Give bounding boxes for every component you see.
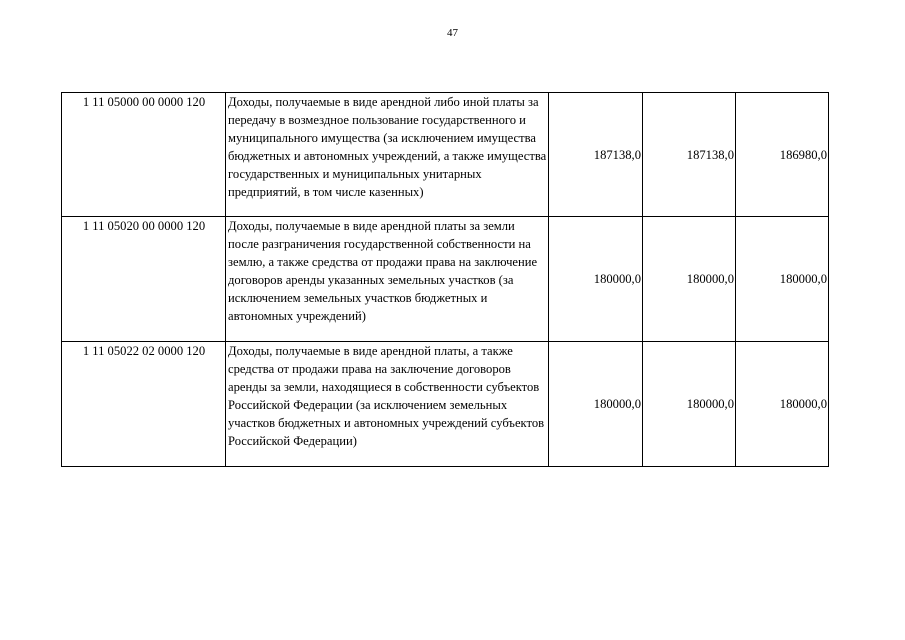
amount-year-2-cell: 180000,0 [643,217,736,342]
revenue-name-cell: Доходы, получаемые в виде арендной платы, а также средства от продажи права на заключение договоров аренды за земли, находящиеся в собственности субъектов Российской Федерации (за исключением земельных участков бюджетных и автономных учреждений субъектов Российской Федерации) [226,342,549,467]
amount-year-3-cell: 180000,0 [736,217,829,342]
budget-code-cell: 1 11 05020 00 0000 120 [62,217,226,342]
amount-year-2-cell: 187138,0 [643,93,736,217]
table-row [62,93,829,217]
amount-year-1-cell: 180000,0 [549,217,643,342]
amount-year-3-cell: 180000,0 [736,342,829,467]
budget-code-cell: 1 11 05022 02 0000 120 [62,342,226,467]
revenue-name-cell: Доходы, получаемые в виде арендной платы за земли после разграничения государственной собственности на землю, а также средства от продажи права на заключение договоров аренды указанных земельных участков (за исключением земельных участков бюджетных и автономных учреждений) [226,217,549,342]
table-row [62,217,829,342]
budget-code-cell: 1 11 05000 00 0000 120 [62,93,226,217]
amount-year-3-cell: 186980,0 [736,93,829,217]
amount-year-1-cell: 180000,0 [549,342,643,467]
page-number: 47 [447,27,458,39]
revenue-table [61,92,829,467]
amount-year-1-cell: 187138,0 [549,93,643,217]
revenue-name-cell: Доходы, получаемые в виде арендной либо иной платы за передачу в возмездное пользование государственного и муниципального имущества (за исключением имущества бюджетных и автономных учреждений, а также имущества государственных и муниципальных унитарных предприятий, в том числе казенных) [226,93,549,217]
table-row [62,342,829,467]
amount-year-2-cell: 180000,0 [643,342,736,467]
